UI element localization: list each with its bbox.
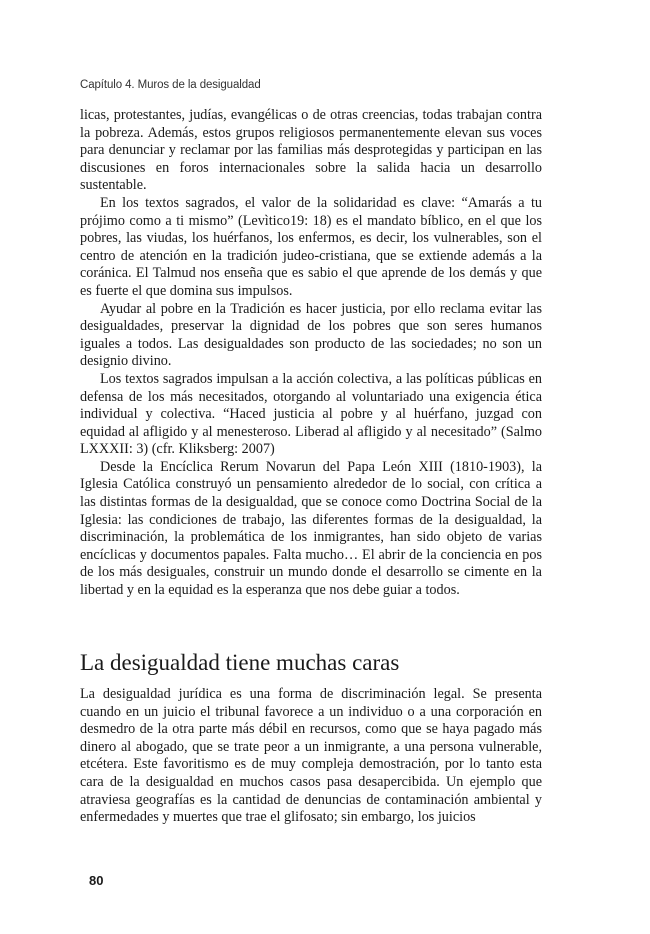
paragraph-collective-action: Los textos sagrados impulsan a la acción colectiva, a las políticas públicas en defensa de los más necesitados, otorgando al voluntariado una exigencia ética individual y colectiva. “Haced justicia al pobre y al huérfano, juzgad con equidad al afligido y al menesteroso. Liberad al afligido y al necesitado” (Salmo LXXXII: 3) (cfr. Kliksberg: 2007)	[80, 370, 542, 458]
paragraph-continuation: licas, protestantes, judías, evangélicas o de otras creencias, todas trabajan contra la pobreza. Además, estos grupos religiosos permanentemente elevan sus voces para denunciar y reclamar por las familias más desprotegidas y participan en las discusiones en foros internacionales sobre la salida hacia un desarrollo sustentable.	[80, 107, 542, 194]
paragraph-legal-inequality: La desigualdad jurídica es una forma de discriminación legal. Se presenta cuando en un juicio el tribunal favorece a un individuo o a una corporación en desmedro de la otra parte más débil en recursos, como que se haya pagado más dinero al abogado, que se trate peor a un inmigrante, a una persona vulnerable, etcétera. Este favoritismo es de muy compleja demostración, por lo tanto esta cara de la desigualdad en muchos casos pasa desapercibida. Un ejemplo que atraviesa geografías es la cantidad de denuncias de contaminación ambiental y enfermedades y muertes que trae el glifosato; sin embargo, los juicios	[80, 686, 542, 826]
running-head: Capítulo 4. Muros de la desigualdad	[80, 79, 261, 91]
body-text-section	[80, 686, 542, 827]
paragraph-encyclical: Desde la Encíclica Rerum Novarun del Papa León XIII (1810-1903), la Iglesia Católica construyó un pensamiento alrededor de lo social, con crítica a las distintas formas de la desigualdad, que se conoce como Doctrina Social de la Iglesia: las condiciones de trabajo, las diferentes formas de la desigualdad, la discriminación, la problemática de los inmigrantes, han sido objeto de varias encíclicas y documentos papales. Falta mucho… El abrir de la conciencia en pos de los más desiguales, construir un mundo donde el desarrollo se cimente en la libertad y en la equidad es la esperanza que nos debe guiar a todos.	[80, 458, 542, 599]
page-number: 80	[89, 873, 104, 888]
section-heading: La desigualdad tiene muchas caras	[80, 650, 400, 675]
paragraph-solidarity: En los textos sagrados, el valor de la solidaridad es clave: “Amarás a tu prójimo como a ti mismo” (Levìtico19: 18) es el mandato bíblico, en el que los pobres, las viudas, los huérfanos, los enfermos, es decir, los vulnerables, son el centro de atención en la tradición judeo-cristiana, que se extiende además a la coránica. El Talmud nos enseña que es sabio el que aprende de los demás y que es fuerte el que domina sus impulsos.	[80, 194, 542, 299]
body-text-top	[80, 107, 542, 600]
paragraph-tradition: Ayudar al pobre en la Tradición es hacer justicia, por ello reclama evitar las desigualdades, preservar la dignidad de los pobres que son seres humanos iguales a todos. Las desigualdades son producto de las sociedades; no son un designio divino.	[80, 300, 542, 370]
